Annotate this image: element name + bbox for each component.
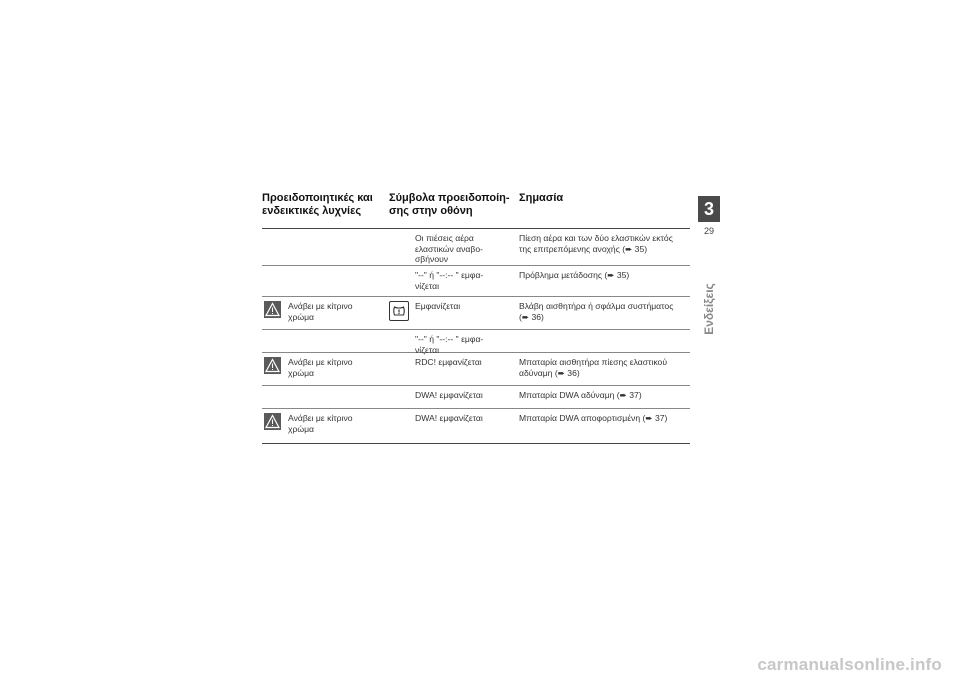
- watermark: carmanualsonline.info: [757, 655, 942, 674]
- tire-pressure-icon: [389, 301, 409, 321]
- table-body: [262, 229, 690, 444]
- lamp-cell: Ανάβει με κίτρινο χρώμα: [288, 413, 353, 434]
- meaning-cell: Μπαταρία DWA αδύναμη (➨ 37): [519, 390, 642, 400]
- display-cell: DWA! εμφανίζεται: [415, 390, 483, 400]
- indicator-table: [262, 188, 690, 444]
- header-lamps: Προειδοποιητικές και ενδεικτικές λυχνίες: [262, 192, 373, 217]
- warning-triangle-icon: [264, 413, 281, 430]
- display-cell: Οι πιέσεις αέρα ελαστικών αναβο- σβήνουν: [415, 233, 483, 265]
- table-header: [262, 188, 690, 229]
- meaning-cell: Μπαταρία αισθητήρα πίεσης ελαστικού αδύναμη (➨ 36): [519, 357, 668, 378]
- lamp-cell: Ανάβει με κίτρινο χρώμα: [288, 357, 353, 378]
- meaning-cell: Πρόβλημα μετάδοσης (➨ 35): [519, 270, 630, 280]
- table-row: [262, 229, 690, 266]
- warning-triangle-icon: [264, 357, 281, 374]
- page-number: 29: [703, 226, 714, 236]
- table-row: [262, 386, 690, 409]
- meaning-cell: Μπαταρία DWA αποφορτισμένη (➨ 37): [519, 413, 668, 423]
- meaning-cell: Βλάβη αισθητήρα ή σφάλμα συστήματος (➨ 36): [519, 301, 674, 322]
- display-cell: Εμφανίζεται: [415, 301, 461, 311]
- table-row: [262, 353, 690, 386]
- section-label-text: Ενδείξεις: [702, 283, 716, 335]
- header-meaning: Σημασία: [519, 192, 564, 204]
- display-cell: DWA! εμφανίζεται: [415, 413, 483, 423]
- table-row: [262, 330, 690, 353]
- chapter-number: 3: [698, 196, 720, 222]
- warning-triangle-icon: [264, 301, 281, 318]
- lamp-cell: Ανάβει με κίτρινο χρώμα: [288, 301, 353, 322]
- chapter-tab: [698, 196, 720, 236]
- section-label: [697, 274, 721, 344]
- display-cell: "--" ή "--:-- " εμφα- νίζεται: [415, 270, 484, 291]
- table-row: [262, 297, 690, 330]
- meaning-cell: Πίεση αέρα και των δύο ελαστικών εκτός της επιτρεπόμενης ανοχής (➨ 35): [519, 233, 673, 254]
- display-cell: "--" ή "--:-- " εμφα- νίζεται: [415, 334, 484, 355]
- table-row: [262, 409, 690, 444]
- table-row: [262, 266, 690, 297]
- header-symbols: Σύμβολα προειδοποίη- σης στην οθόνη: [389, 192, 510, 217]
- display-cell: RDC! εμφανίζεται: [415, 357, 482, 367]
